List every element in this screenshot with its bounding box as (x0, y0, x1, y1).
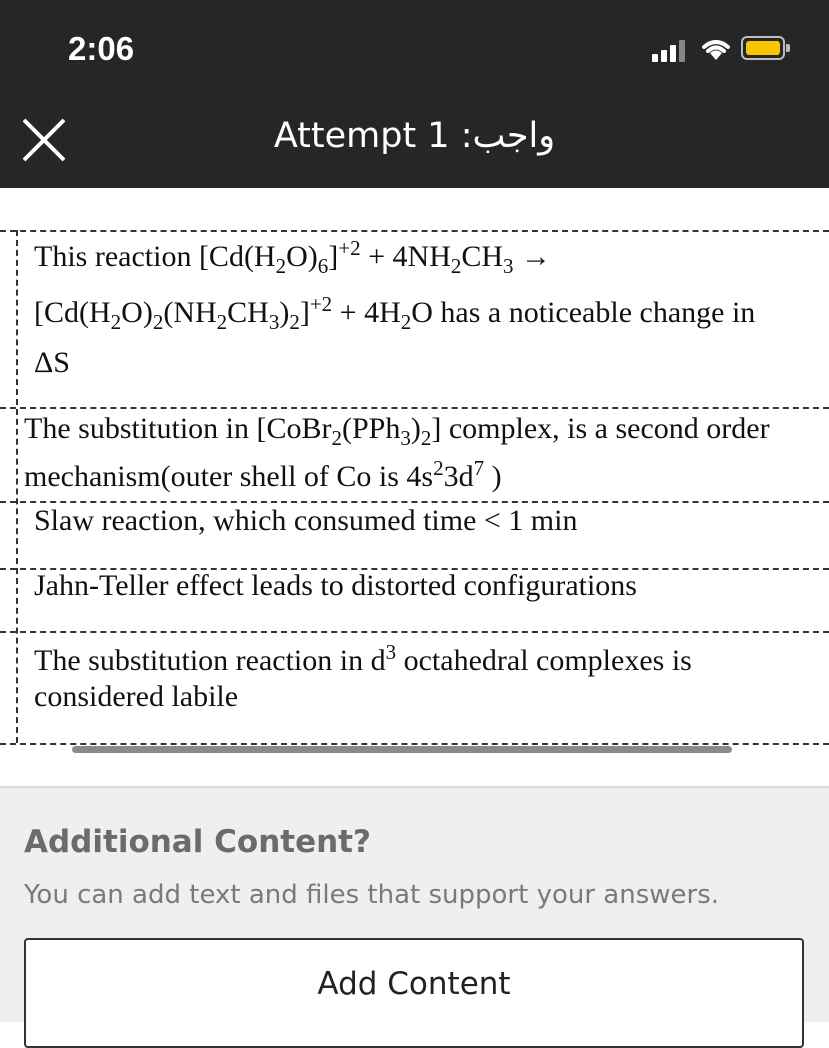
additional-content-panel (0, 786, 829, 1022)
top-bar (0, 0, 829, 188)
status-time: 2:06 (68, 30, 135, 67)
divider (16, 230, 18, 743)
option-4-line-1: Jahn-Teller effect leads to distorted configurations (34, 569, 637, 602)
option-2-line-2: mechanism(outer shell of Co is $4s^23d^7$ ) (24, 456, 502, 493)
option-1-line-1: This reaction $[Cd(H_2O)_6]^{+2} + 4NH_2CH_3$ → (34, 236, 552, 278)
wifi-icon (698, 34, 734, 62)
option-1-line-2: $[Cd(H_2O)_2(NH_2CH_3)_2]^{+2} + 4H_2O$ has a noticeable change in (34, 292, 756, 334)
option-5-line-1: The substitution reaction in $d^3$ octahedral complexes is (34, 640, 692, 677)
question-options-table (0, 188, 829, 786)
divider (0, 230, 829, 232)
option-3-line-1: Slaw reaction, which consumed time < 1 min (34, 504, 578, 537)
option-5-line-2: considered labile (34, 680, 239, 713)
option-2-line-1: The substitution in $[CoBr_2(PPh_3)_2]$ complex, is a second order (24, 412, 770, 450)
additional-content-title: Additional Content? (24, 824, 371, 860)
horizontal-scrollbar[interactable] (72, 746, 732, 753)
divider (0, 743, 829, 745)
divider (0, 407, 829, 409)
divider (0, 501, 829, 503)
add-content-button[interactable]: Add Content (24, 938, 804, 1048)
cellular-signal-icon (652, 40, 688, 62)
battery-icon (741, 36, 785, 60)
divider (0, 631, 829, 633)
additional-content-description: You can add text and files that support your answers. (24, 880, 720, 910)
page-title: Attempt 1 :واجب (273, 116, 556, 156)
option-1-line-3: ΔS (34, 346, 70, 379)
